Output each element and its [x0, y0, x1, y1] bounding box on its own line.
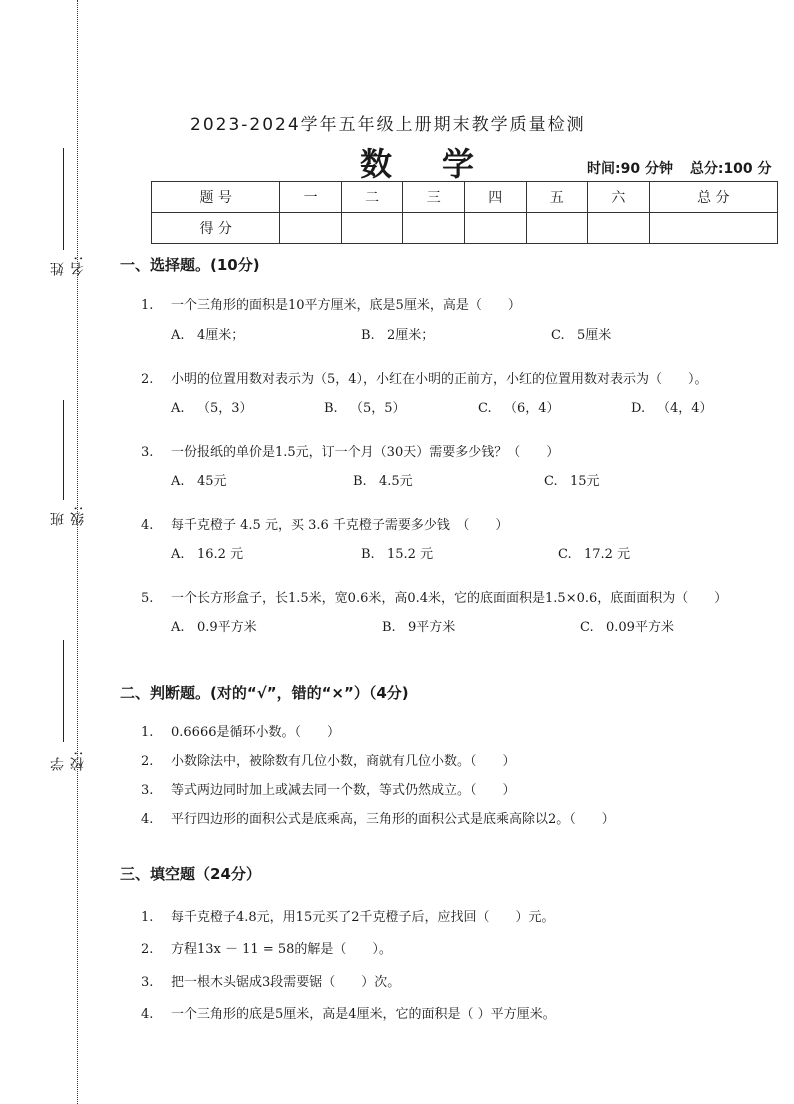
option-letter: B.: [361, 547, 375, 562]
option-d[interactable]: [631, 397, 713, 416]
name-blank[interactable]: [63, 148, 64, 250]
option-a[interactable]: [171, 616, 257, 635]
option-text: 45元: [197, 474, 227, 489]
option-text: 9平方米: [408, 620, 456, 635]
option-text: 0.9平方米: [197, 620, 257, 635]
option-letter: C.: [478, 401, 492, 416]
option-text: 4厘米；: [197, 328, 245, 343]
option-letter: C.: [580, 620, 594, 635]
question-number: 2.: [141, 372, 154, 387]
choice-question: [141, 368, 708, 387]
option-letter: B.: [324, 401, 338, 416]
option-c[interactable]: [551, 324, 611, 343]
score-cell[interactable]: [280, 213, 342, 244]
score-cell[interactable]: [464, 213, 526, 244]
option-text: （5，3）: [197, 401, 253, 416]
question-number: 1.: [141, 725, 154, 740]
option-text: 15.2 元: [387, 547, 434, 562]
question-text: 小明的位置用数对表示为（5，4），小红在小明的正前方，小红的位置用数对表示为（ ）。: [171, 372, 708, 387]
option-text: 5厘米: [577, 328, 612, 343]
choice-question: [141, 441, 559, 460]
question-text: 方程13x － 11 = 58的解是（ ）。: [171, 942, 392, 957]
question-text: 一个三角形的底是5厘米，高是4厘米，它的面积是（ ）平方厘米。: [171, 1007, 556, 1022]
school-blank[interactable]: [63, 640, 64, 742]
choice-question: [141, 514, 508, 533]
score-table: [151, 181, 778, 244]
fill-question: [141, 906, 555, 925]
option-text: 0.09平方米: [606, 620, 674, 635]
option-c[interactable]: [558, 543, 630, 562]
exam-total-score: 总分:100 分: [689, 161, 772, 177]
name-label: 姓名:: [50, 255, 86, 276]
score-table-header-cell: 四: [464, 182, 526, 213]
option-text: 4.5元: [379, 474, 413, 489]
option-text: （6，4）: [504, 401, 560, 416]
question-text: 平行四边形的面积公式是底乘高，三角形的面积公式是底乘高除以2。（ ）: [171, 812, 615, 827]
score-table-header-cell: 五: [526, 182, 588, 213]
judgment-question: [141, 750, 516, 769]
option-b[interactable]: [353, 470, 413, 489]
exam-meta: [587, 158, 784, 178]
subject-title: 数学: [360, 145, 525, 183]
option-letter: C.: [558, 547, 572, 562]
question-text: 等式两边同时加上或减去同一个数，等式仍然成立。（ ）: [171, 783, 516, 798]
option-c[interactable]: [544, 470, 600, 489]
option-text: （4，4）: [657, 401, 713, 416]
section2-title: 二、判断题。(对的“√”，错的“×”）（4分): [120, 684, 409, 702]
option-text: （5，5）: [350, 401, 406, 416]
exam-time: 时间:90 分钟: [587, 161, 673, 177]
option-b[interactable]: [324, 397, 406, 416]
fill-question: [141, 1003, 556, 1022]
option-letter: B.: [382, 620, 396, 635]
fill-question: [141, 938, 392, 957]
judgment-question: [141, 808, 615, 827]
class-label: 班级:: [50, 505, 86, 526]
judgment-question: [141, 779, 516, 798]
option-c[interactable]: [580, 616, 674, 635]
class-blank[interactable]: [63, 400, 64, 500]
choice-question: [141, 587, 727, 606]
option-text: 15元: [570, 474, 600, 489]
score-table-header-cell: 三: [403, 182, 465, 213]
option-text: 17.2 元: [584, 547, 631, 562]
option-letter: C.: [551, 328, 565, 343]
option-a[interactable]: [171, 543, 243, 562]
option-text: 16.2 元: [197, 547, 244, 562]
question-text: 一份报纸的单价是1.5元，订一个月（30天）需要多少钱？（ ）: [171, 445, 560, 460]
binding-dotted-line: [77, 0, 78, 1104]
option-letter: C.: [544, 474, 558, 489]
score-table-score-row: [152, 213, 778, 244]
question-number: 3.: [141, 445, 154, 460]
question-number: 4.: [141, 812, 154, 827]
option-letter: B.: [353, 474, 367, 489]
option-a[interactable]: [171, 470, 227, 489]
option-letter: A.: [171, 620, 185, 635]
option-b[interactable]: [361, 324, 434, 343]
option-b[interactable]: [382, 616, 455, 635]
score-table-header-cell: 题 号: [152, 182, 280, 213]
question-text: 一个长方形盒子，长1.5米，宽0.6米，高0.4米，它的底面面积是1.5×0.6，底面面积为（ ）: [171, 591, 728, 606]
option-letter: A.: [171, 547, 185, 562]
question-text: 把一根木头锯成3段需要锯（ ）次。: [171, 975, 401, 990]
option-c[interactable]: [478, 397, 560, 416]
question-number: 4.: [141, 1007, 154, 1022]
option-b[interactable]: [361, 543, 433, 562]
question-number: 2.: [141, 754, 154, 769]
option-a[interactable]: [171, 397, 253, 416]
score-cell[interactable]: [341, 213, 403, 244]
score-table-header-cell: 六: [588, 182, 650, 213]
question-number: 2.: [141, 942, 154, 957]
question-text: 一个三角形的面积是10平方厘米，底是5厘米，高是（ ）: [171, 298, 521, 313]
option-letter: A.: [171, 328, 185, 343]
exam-title: 2023-2024学年五年级上册期末教学质量检测: [190, 115, 586, 135]
judgment-question: [141, 721, 340, 740]
section3-title: 三、填空题（24分）: [120, 865, 261, 883]
question-number: 3.: [141, 783, 154, 798]
option-letter: D.: [631, 401, 646, 416]
score-table-header-cell: 总 分: [649, 182, 777, 213]
option-text: 2厘米；: [387, 328, 435, 343]
score-cell[interactable]: [649, 213, 777, 244]
score-row-label: 得 分: [152, 213, 280, 244]
question-text: 每千克橙子 4.5 元，买 3.6 千克橙子需要多少钱 （ ）: [171, 518, 509, 533]
score-table-header-cell: 二: [341, 182, 403, 213]
score-cell[interactable]: [526, 213, 588, 244]
score-table-header-cell: 一: [280, 182, 342, 213]
question-number: 1.: [141, 298, 154, 313]
option-letter: B.: [361, 328, 375, 343]
question-number: 1.: [141, 910, 154, 925]
score-cell[interactable]: [403, 213, 465, 244]
option-letter: A.: [171, 474, 185, 489]
question-number: 3.: [141, 975, 154, 990]
question-text: 0.6666是循环小数。（ ）: [171, 725, 340, 740]
question-text: 小数除法中，被除数有几位小数，商就有几位小数。（ ）: [171, 754, 516, 769]
option-a[interactable]: [171, 324, 244, 343]
question-text: 每千克橙子4.8元，用15元买了2千克橙子后，应找回（ ）元。: [171, 910, 555, 925]
option-letter: A.: [171, 401, 185, 416]
school-label: 学校:: [50, 750, 86, 771]
score-cell[interactable]: [588, 213, 650, 244]
fill-question: [141, 971, 400, 990]
section1-title: 一、选择题。(10分): [120, 256, 260, 274]
question-number: 4.: [141, 518, 154, 533]
question-number: 5.: [141, 591, 154, 606]
choice-question: [141, 294, 521, 313]
score-table-header-row: [152, 182, 778, 213]
